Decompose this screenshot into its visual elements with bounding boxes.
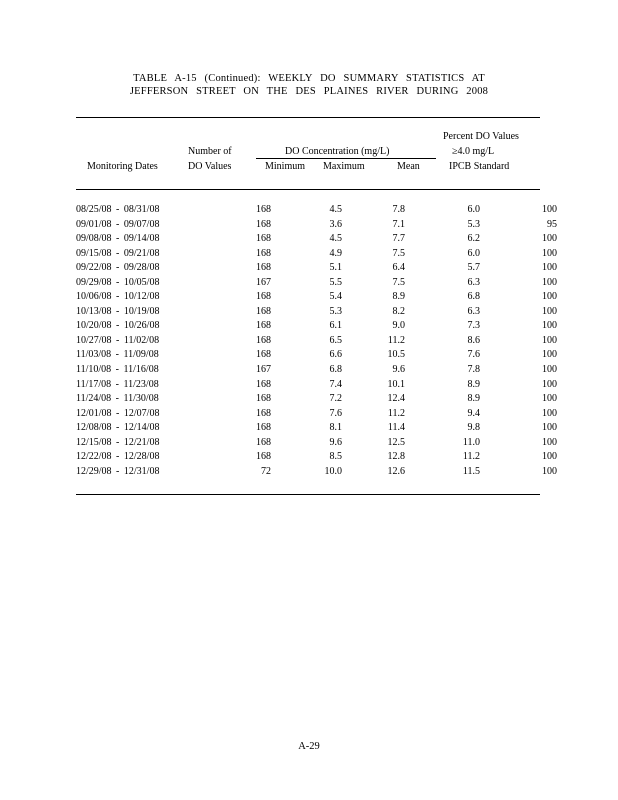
table-row <box>76 290 557 305</box>
cell-maximum: 11.2 <box>387 334 405 346</box>
cell-minimum: 9.6 <box>329 436 342 448</box>
table-row <box>76 421 557 436</box>
cell-number-values: 167 <box>256 364 271 376</box>
table-row <box>76 334 557 349</box>
table-title-line1: TABLE A-15 (Continued): WEEKLY DO SUMMARY STATISTICS AT <box>133 73 485 84</box>
cell-dates: 11/10/08 - 11/16/08 <box>76 364 159 376</box>
cell-percent: 100 <box>542 247 557 259</box>
header-do-concentration: DO Concentration (mg/L) <box>285 146 390 157</box>
header-percent-line2: ≥4.0 mg/L <box>452 146 495 157</box>
cell-maximum: 7.5 <box>392 247 405 259</box>
do-concentration-rule <box>256 158 436 159</box>
cell-number-values: 168 <box>256 436 271 448</box>
cell-dates: 12/22/08 - 12/28/08 <box>76 451 160 463</box>
cell-mean: 8.6 <box>467 334 480 346</box>
cell-minimum: 5.3 <box>329 305 342 317</box>
cell-mean: 6.3 <box>467 276 480 288</box>
cell-percent: 100 <box>542 334 557 346</box>
cell-mean: 6.2 <box>467 233 480 245</box>
cell-maximum: 7.5 <box>392 276 405 288</box>
header-minimum: Minimum <box>265 161 306 172</box>
page-number: A-29 <box>298 741 320 752</box>
cell-minimum: 7.4 <box>329 378 342 390</box>
header-maximum: Maximum <box>323 161 365 172</box>
cell-mean: 5.3 <box>467 218 480 230</box>
cell-minimum: 6.8 <box>329 364 342 376</box>
cell-dates: 09/22/08 - 09/28/08 <box>76 262 160 274</box>
cell-percent: 100 <box>542 393 557 405</box>
table-title <box>0 72 618 98</box>
cell-dates: 10/06/08 - 10/12/08 <box>76 291 160 303</box>
header-bottom-rule <box>76 189 540 190</box>
table-top-rule <box>76 117 540 118</box>
cell-percent: 100 <box>542 422 557 434</box>
cell-maximum: 7.7 <box>392 233 405 245</box>
cell-mean: 8.9 <box>467 378 480 390</box>
cell-mean: 7.6 <box>467 349 480 361</box>
cell-maximum: 10.5 <box>387 349 405 361</box>
cell-number-values: 168 <box>256 451 271 463</box>
cell-minimum: 7.2 <box>329 393 342 405</box>
table-row <box>76 261 557 276</box>
cell-minimum: 4.5 <box>329 233 342 245</box>
cell-dates: 12/15/08 - 12/21/08 <box>76 436 160 448</box>
table-row <box>76 436 557 451</box>
cell-percent: 100 <box>542 204 557 215</box>
cell-mean: 7.8 <box>467 364 480 376</box>
cell-percent: 100 <box>542 305 557 317</box>
cell-number-values: 168 <box>256 378 271 390</box>
cell-dates: 10/13/08 - 10/19/08 <box>76 305 160 317</box>
cell-mean: 11.2 <box>462 451 480 463</box>
cell-dates: 10/20/08 - 10/26/08 <box>76 320 160 332</box>
table-row <box>76 378 557 393</box>
cell-percent: 100 <box>542 291 557 303</box>
table-row <box>76 218 557 233</box>
cell-maximum: 12.4 <box>387 393 405 405</box>
cell-dates: 11/03/08 - 11/09/08 <box>76 349 159 361</box>
cell-mean: 7.3 <box>467 320 480 332</box>
cell-minimum: 3.6 <box>329 218 342 230</box>
table-row <box>76 363 557 378</box>
cell-minimum: 8.1 <box>329 422 342 434</box>
cell-mean: 9.8 <box>467 422 480 434</box>
cell-minimum: 4.9 <box>329 247 342 259</box>
cell-maximum: 8.9 <box>392 291 405 303</box>
table-row <box>76 203 557 218</box>
cell-number-values: 168 <box>256 291 271 303</box>
table-bottom-rule <box>76 494 540 495</box>
cell-number-values: 168 <box>256 349 271 361</box>
cell-dates: 10/27/08 - 11/02/08 <box>76 334 160 346</box>
cell-dates: 11/17/08 - 11/23/08 <box>76 378 159 390</box>
cell-maximum: 9.6 <box>392 364 405 376</box>
cell-minimum: 7.6 <box>329 407 342 419</box>
header-mean: Mean <box>397 161 420 172</box>
cell-percent: 95 <box>547 218 557 230</box>
cell-minimum: 8.5 <box>329 451 342 463</box>
cell-mean: 11.5 <box>462 465 480 477</box>
cell-maximum: 11.2 <box>387 407 405 419</box>
cell-dates: 08/25/08 - 08/31/08 <box>76 204 160 215</box>
table-row <box>76 305 557 320</box>
table-row <box>76 348 557 363</box>
cell-number-values: 168 <box>256 422 271 434</box>
cell-dates: 09/01/08 - 09/07/08 <box>76 218 160 230</box>
cell-minimum: 4.5 <box>329 204 342 215</box>
cell-minimum: 6.1 <box>329 320 342 332</box>
cell-percent: 100 <box>542 436 557 448</box>
table-title-line2: JEFFERSON STREET ON THE DES PLAINES RIVER DURING 2008 <box>129 86 489 97</box>
cell-minimum: 6.6 <box>329 349 342 361</box>
cell-maximum: 7.8 <box>392 204 405 215</box>
table-row <box>76 465 557 480</box>
cell-dates: 09/15/08 - 09/21/08 <box>76 247 160 259</box>
cell-dates: 12/29/08 - 12/31/08 <box>76 465 160 477</box>
do-statistics-table <box>76 203 557 479</box>
cell-number-values: 168 <box>256 204 271 215</box>
cell-dates: 12/08/08 - 12/14/08 <box>76 422 160 434</box>
cell-number-values: 168 <box>256 320 271 332</box>
cell-maximum: 12.8 <box>387 451 405 463</box>
cell-mean: 5.7 <box>467 262 480 274</box>
cell-mean: 6.8 <box>467 291 480 303</box>
cell-minimum: 5.5 <box>329 276 342 288</box>
cell-number-values: 72 <box>261 465 271 477</box>
cell-number-values: 167 <box>256 276 271 288</box>
table-row <box>76 319 557 334</box>
cell-mean: 9.4 <box>467 407 480 419</box>
cell-percent: 100 <box>542 320 557 332</box>
cell-dates: 09/29/08 - 10/05/08 <box>76 276 160 288</box>
cell-percent: 100 <box>542 451 557 463</box>
table-row <box>76 247 557 262</box>
cell-percent: 100 <box>542 465 557 477</box>
cell-number-values: 168 <box>256 305 271 317</box>
cell-maximum: 7.1 <box>392 218 405 230</box>
cell-percent: 100 <box>542 276 557 288</box>
header-number-line1: Number of <box>188 146 232 157</box>
cell-mean: 6.0 <box>467 247 480 259</box>
cell-mean: 6.3 <box>467 305 480 317</box>
cell-number-values: 168 <box>256 393 271 405</box>
cell-maximum: 9.0 <box>392 320 405 332</box>
cell-dates: 09/08/08 - 09/14/08 <box>76 233 160 245</box>
cell-dates: 11/24/08 - 11/30/08 <box>76 393 159 405</box>
cell-minimum: 5.1 <box>329 262 342 274</box>
cell-minimum: 6.5 <box>329 334 342 346</box>
cell-maximum: 11.4 <box>387 422 405 434</box>
table-row <box>76 392 557 407</box>
table-row <box>76 450 557 465</box>
header-monitoring-dates: Monitoring Dates <box>87 161 158 172</box>
cell-mean: 6.0 <box>467 204 480 215</box>
cell-number-values: 168 <box>256 218 271 230</box>
cell-number-values: 168 <box>256 233 271 245</box>
cell-maximum: 10.1 <box>387 378 405 390</box>
cell-maximum: 6.4 <box>392 262 405 274</box>
cell-minimum: 10.0 <box>324 465 342 477</box>
cell-dates: 12/01/08 - 12/07/08 <box>76 407 160 419</box>
cell-maximum: 8.2 <box>392 305 405 317</box>
table-row <box>76 232 557 247</box>
table-body <box>76 203 557 479</box>
cell-percent: 100 <box>542 378 557 390</box>
cell-percent: 100 <box>542 262 557 274</box>
cell-percent: 100 <box>542 349 557 361</box>
cell-minimum: 5.4 <box>329 291 342 303</box>
cell-number-values: 168 <box>256 407 271 419</box>
cell-maximum: 12.6 <box>387 465 405 477</box>
cell-mean: 8.9 <box>467 393 480 405</box>
table-row <box>76 407 557 422</box>
table-row <box>76 276 557 291</box>
header-number-line2: DO Values <box>188 161 232 172</box>
cell-percent: 100 <box>542 364 557 376</box>
cell-percent: 100 <box>542 407 557 419</box>
header-percent-line3: IPCB Standard <box>449 161 510 172</box>
cell-maximum: 12.5 <box>387 436 405 448</box>
cell-mean: 11.0 <box>462 436 480 448</box>
cell-number-values: 168 <box>256 247 271 259</box>
cell-number-values: 168 <box>256 334 271 346</box>
header-percent-line1: Percent DO Values <box>443 131 519 142</box>
cell-percent: 100 <box>542 233 557 245</box>
cell-number-values: 168 <box>256 262 271 274</box>
